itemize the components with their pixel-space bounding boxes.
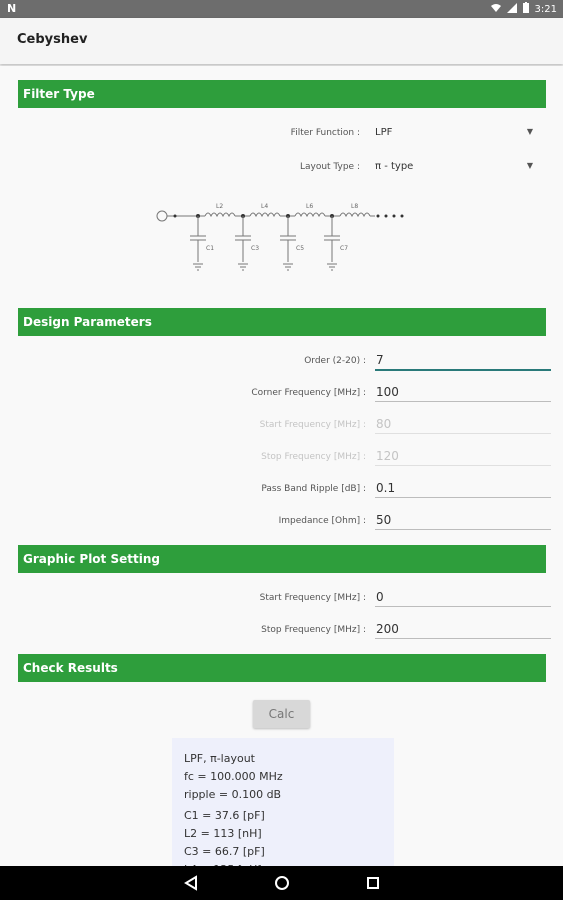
app-title: Cebyshev bbox=[17, 32, 88, 47]
results-panel bbox=[172, 738, 394, 868]
inductor-label: L8 bbox=[351, 203, 359, 210]
result-line: C1 = 37.6 [pF] bbox=[184, 809, 265, 822]
clock-time: 3:21 bbox=[534, 3, 557, 15]
capacitor-label: C3 bbox=[251, 245, 260, 252]
layout-type-select[interactable] bbox=[375, 161, 533, 172]
dropdown-arrow-icon: ▼ bbox=[526, 127, 533, 136]
result-line: fc = 100.000 MHz bbox=[184, 770, 283, 783]
layout-type-label: Layout Type : bbox=[299, 162, 360, 172]
capacitor-label: C7 bbox=[340, 245, 349, 252]
design-parameters-header: Design Parameters bbox=[18, 308, 546, 336]
capacitor-c7 bbox=[324, 214, 340, 270]
stop-frequency-field: 120 bbox=[375, 447, 551, 466]
impedance-label: Impedance [Ohm] : bbox=[278, 516, 366, 526]
calc-button[interactable]: Calc bbox=[253, 700, 310, 728]
result-line: L2 = 113 [nH] bbox=[184, 827, 262, 840]
capacitor-c1 bbox=[190, 214, 206, 270]
signal-icon bbox=[507, 3, 517, 16]
filter-function-select[interactable] bbox=[375, 127, 533, 138]
home-icon[interactable] bbox=[274, 875, 290, 895]
corner-frequency-field[interactable]: 100 bbox=[375, 383, 551, 402]
inductor-label: L2 bbox=[216, 203, 224, 210]
filter-type-header: Filter Type bbox=[18, 80, 546, 108]
start-frequency-label: Start Frequency [MHz] : bbox=[259, 420, 366, 430]
status-bar bbox=[0, 0, 563, 18]
pass-band-ripple-field[interactable]: 0.1 bbox=[375, 479, 551, 498]
result-line: LPF, π-layout bbox=[184, 752, 255, 765]
capacitor-c5 bbox=[280, 214, 296, 270]
plot-stop-frequency-field[interactable]: 200 bbox=[375, 620, 551, 639]
app-bar bbox=[0, 18, 563, 64]
result-line: C3 = 66.7 [pF] bbox=[184, 845, 265, 858]
navigation-bar bbox=[0, 866, 563, 900]
capacitor-label: C5 bbox=[296, 245, 305, 252]
start-frequency-field: 80 bbox=[375, 415, 551, 434]
back-icon[interactable] bbox=[184, 875, 198, 895]
filter-schematic bbox=[150, 198, 420, 283]
filter-function-label: Filter Function : bbox=[290, 128, 360, 138]
dropdown-arrow-icon: ▼ bbox=[526, 161, 533, 170]
recents-icon[interactable] bbox=[366, 875, 380, 895]
pass-band-ripple-label: Pass Band Ripple [dB] : bbox=[261, 484, 366, 494]
notification-icon: N bbox=[7, 2, 17, 15]
check-results-header: Check Results bbox=[18, 654, 546, 682]
capacitor-c3 bbox=[235, 214, 251, 270]
wifi-icon bbox=[491, 3, 501, 16]
order-label: Order (2-20) : bbox=[304, 356, 366, 366]
result-line: ripple = 0.100 dB bbox=[184, 788, 282, 801]
inductor-label: L4 bbox=[261, 203, 269, 210]
plot-start-frequency-field[interactable]: 0 bbox=[375, 588, 551, 607]
order-field[interactable]: 7 bbox=[375, 351, 551, 371]
inductor-label: L6 bbox=[306, 203, 314, 210]
plot-setting-header: Graphic Plot Setting bbox=[18, 545, 546, 573]
corner-frequency-label: Corner Frequency [MHz] : bbox=[251, 388, 366, 398]
plot-stop-frequency-label: Stop Frequency [MHz] : bbox=[261, 625, 366, 635]
battery-icon bbox=[523, 2, 529, 16]
stop-frequency-label: Stop Frequency [MHz] : bbox=[261, 452, 366, 462]
filter-function-value: LPF bbox=[375, 127, 393, 138]
impedance-field[interactable]: 50 bbox=[375, 511, 551, 530]
capacitor-label: C1 bbox=[206, 245, 215, 252]
plot-start-frequency-label: Start Frequency [MHz] : bbox=[259, 593, 366, 603]
layout-type-value: π - type bbox=[375, 161, 414, 172]
